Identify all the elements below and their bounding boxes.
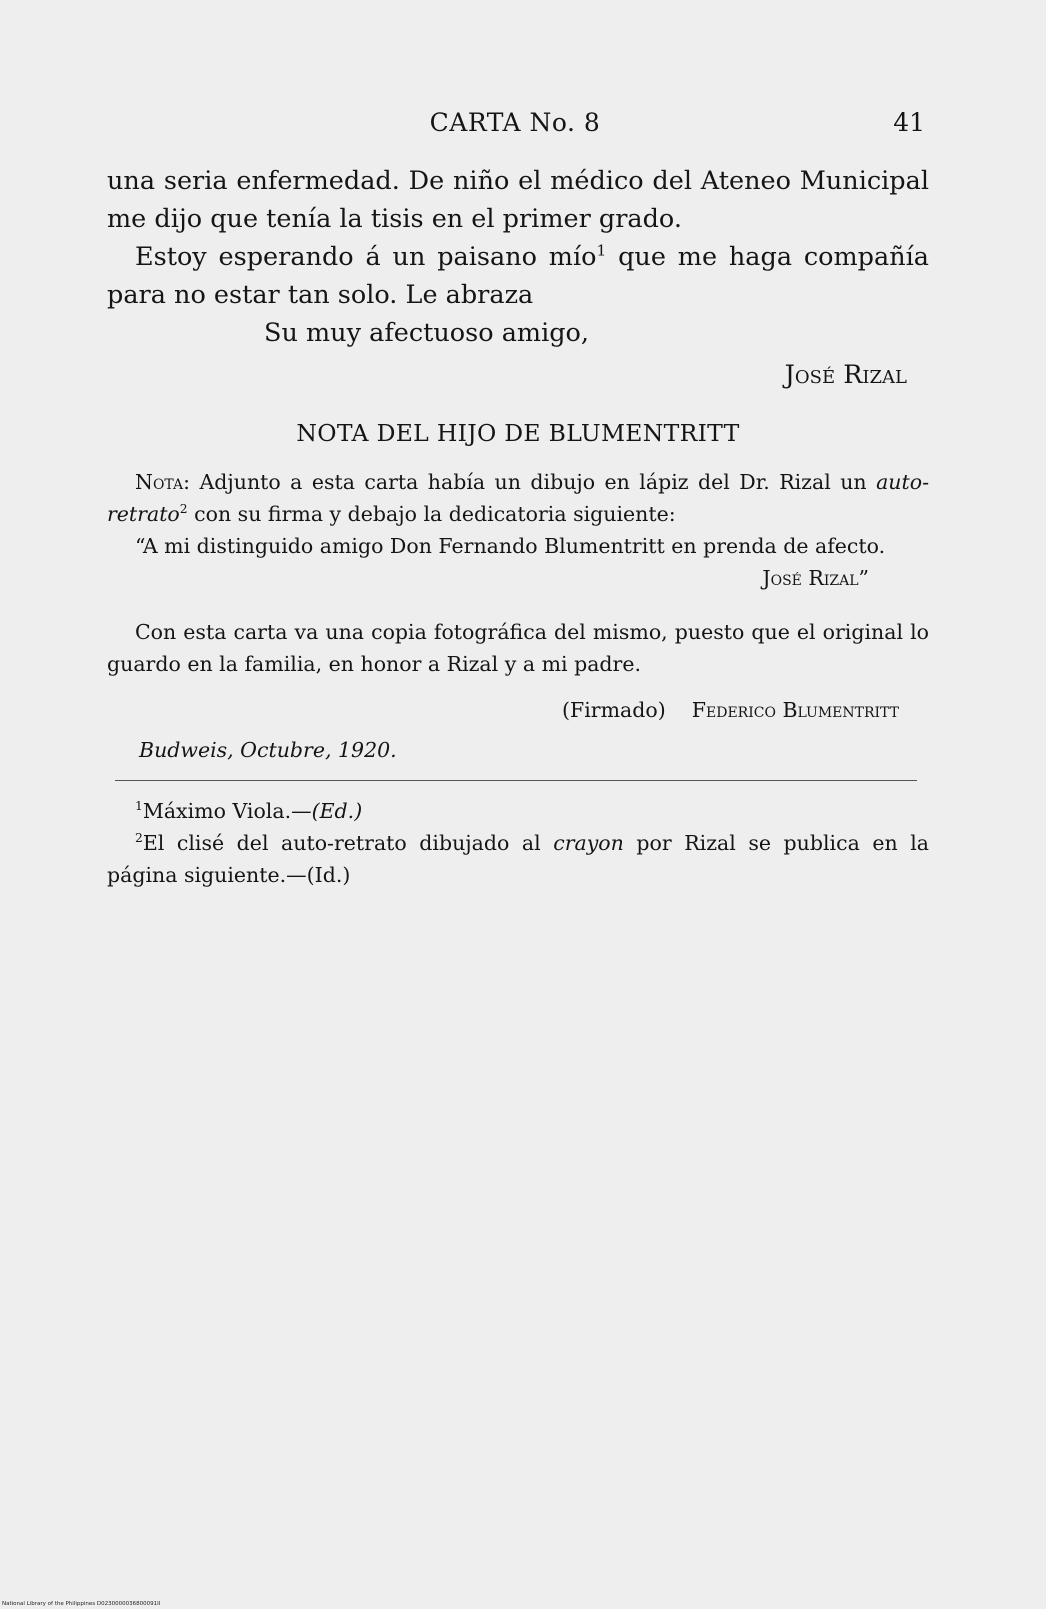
page-header bbox=[105, 108, 925, 142]
footnote-text: El clisé del auto-retrato dibujado al bbox=[142, 831, 554, 855]
letter-paragraph-2 bbox=[107, 238, 929, 314]
footnote-mark: 2 bbox=[135, 831, 143, 846]
signed-name: Federico Blumentritt bbox=[691, 698, 899, 722]
letter-signature: José Rizal bbox=[784, 360, 907, 390]
letter-paragraph-2-start: Estoy esperando á un paisano mío bbox=[135, 242, 597, 272]
footnote-mark: 1 bbox=[135, 799, 143, 814]
footnote-text: Máximo Viola.— bbox=[142, 799, 312, 823]
letter-paragraph-2-end: que me haga compañía para no estar tan solo. Le abraza bbox=[107, 242, 929, 310]
letter-paragraph-1: una seria enfermedad. De niño el médico del Ateneo Municipal me dijo que tenía la tisis en el primer grado. bbox=[107, 166, 929, 234]
spacer bbox=[107, 594, 929, 616]
footnote-tail: por Rizal se publica en la página siguiente.—(Id.) bbox=[107, 831, 929, 887]
page-number: 41 bbox=[893, 108, 925, 137]
note-paragraph bbox=[107, 466, 929, 530]
footnote-1 bbox=[107, 795, 929, 827]
letter-closing: Su muy afectuoso amigo, bbox=[264, 318, 590, 348]
footnote-2 bbox=[107, 827, 929, 891]
signed-line bbox=[107, 694, 899, 726]
scan-credit: National Library of the Philippines D0230000036800091II bbox=[2, 1601, 161, 1607]
dedication: “A mi distinguido amigo Don Fernando Blumentritt en prenda de afecto. bbox=[135, 534, 886, 558]
page-body bbox=[107, 162, 929, 891]
note-label: Nota bbox=[135, 470, 184, 494]
note-title: NOTA DEL HIJO DE BLUMENTRITT bbox=[296, 419, 740, 447]
note-text-end: con su firma y debajo la dedicatoria siguiente: bbox=[187, 502, 676, 526]
running-title: CARTA No. 8 bbox=[429, 108, 601, 137]
note-text-start: : Adjunto a esta carta había un dibujo en lápiz del Dr. Rizal un bbox=[183, 470, 877, 494]
footnote-italic: (Ed.) bbox=[311, 799, 363, 823]
dedication-signature: José Rizal” bbox=[762, 566, 869, 590]
footnote-italic: crayon bbox=[553, 831, 624, 855]
copy-paragraph: Con esta carta va una copia fotográfica del mismo, puesto que el original lo guardo en la familia, en honor a Rizal y a mi padre. bbox=[107, 620, 929, 676]
footnote-ref-1: 1 bbox=[596, 241, 607, 260]
footnote-divider bbox=[115, 780, 917, 781]
footnote-ref-2: 2 bbox=[179, 502, 188, 517]
place-date: Budweis, Octubre, 1920. bbox=[139, 738, 397, 762]
signed-label: (Firmado) bbox=[562, 698, 666, 722]
note-italic-term: auto-retrato bbox=[107, 470, 929, 526]
